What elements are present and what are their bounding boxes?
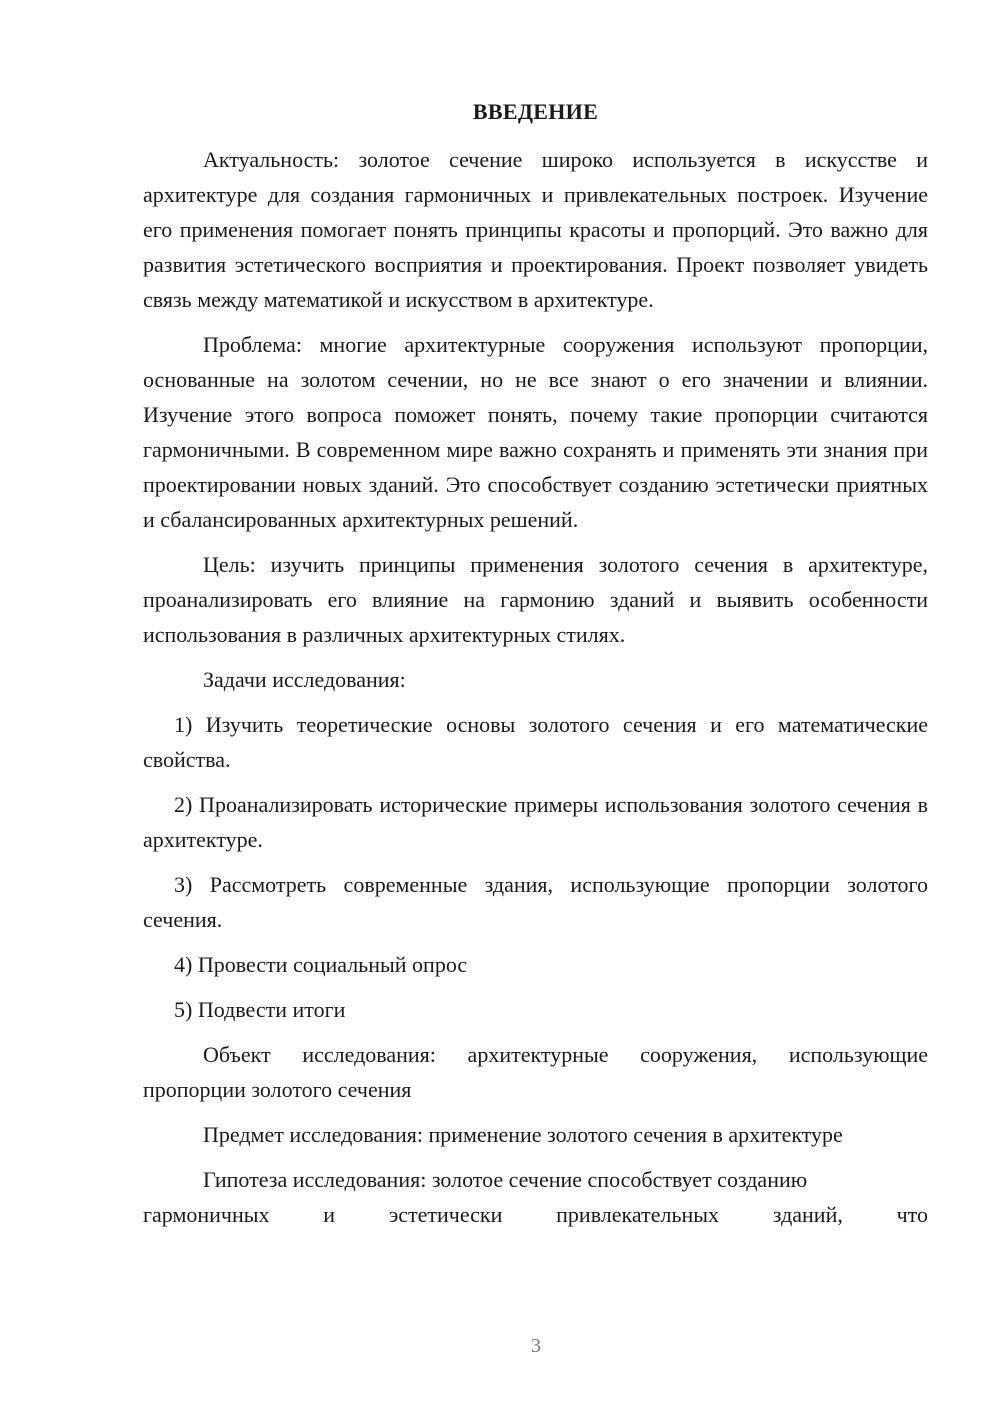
tasks-heading: Задачи исследования: <box>203 667 406 692</box>
page-title: ВВЕДЕНИЕ <box>472 99 599 124</box>
hypothesis-line-1: Гипотеза исследования: золотое сечение способствует созданию <box>203 1167 808 1192</box>
task-item-1: 1) Изучить теоретические основы золотого сечения и его математические свойства. <box>143 712 928 772</box>
task-item-5: 5) Подвести итоги <box>174 997 346 1022</box>
research-object-paragraph: Объект исследования: архитектурные сооружения, использующие пропорции золотого сечения <box>143 1042 928 1102</box>
hypothesis-line-2: гармоничных и эстетически привлекательных зданий, что <box>143 1202 928 1227</box>
relevance-paragraph: Актуальность: золотое сечение широко используется в искусстве и архитектуре для создания гармоничных и привлекательных построек. Изучение его применения помогает понять принципы красоты и пропорций. Это важно для развития эстетического восприятия и проектирования. Проект позволяет увидеть связь между математикой и искусством в архитектуре. <box>143 147 928 312</box>
task-item-4: 4) Провести социальный опрос <box>174 952 468 977</box>
page-number: 3 <box>531 1335 541 1357</box>
task-item-2: 2) Проанализировать исторические примеры использования золотого сечения в архитектуре. <box>143 792 928 852</box>
task-item-3: 3) Рассмотреть современные здания, использующие пропорции золотого сечения. <box>143 872 928 932</box>
research-subject-paragraph: Предмет исследования: применение золотого сечения в архитектуре <box>203 1122 843 1147</box>
problem-paragraph: Проблема: многие архитектурные сооружения используют пропорции, основанные на золотом сечении, но не все знают о его значении и влиянии. Изучение этого вопроса поможет понять, почему такие пропорции считаются гармоничными. В современном мире важно сохранять и применять эти знания при проектировании новых зданий. Это способствует созданию эстетически приятных и сбалансированных архитектурных решений. <box>143 332 928 532</box>
goal-paragraph: Цель: изучить принципы применения золотого сечения в архитектуре, проанализировать его влияние на гармонию зданий и выявить особенности использования в различных архитектурных стилях. <box>143 552 928 647</box>
page-body <box>143 94 928 1232</box>
